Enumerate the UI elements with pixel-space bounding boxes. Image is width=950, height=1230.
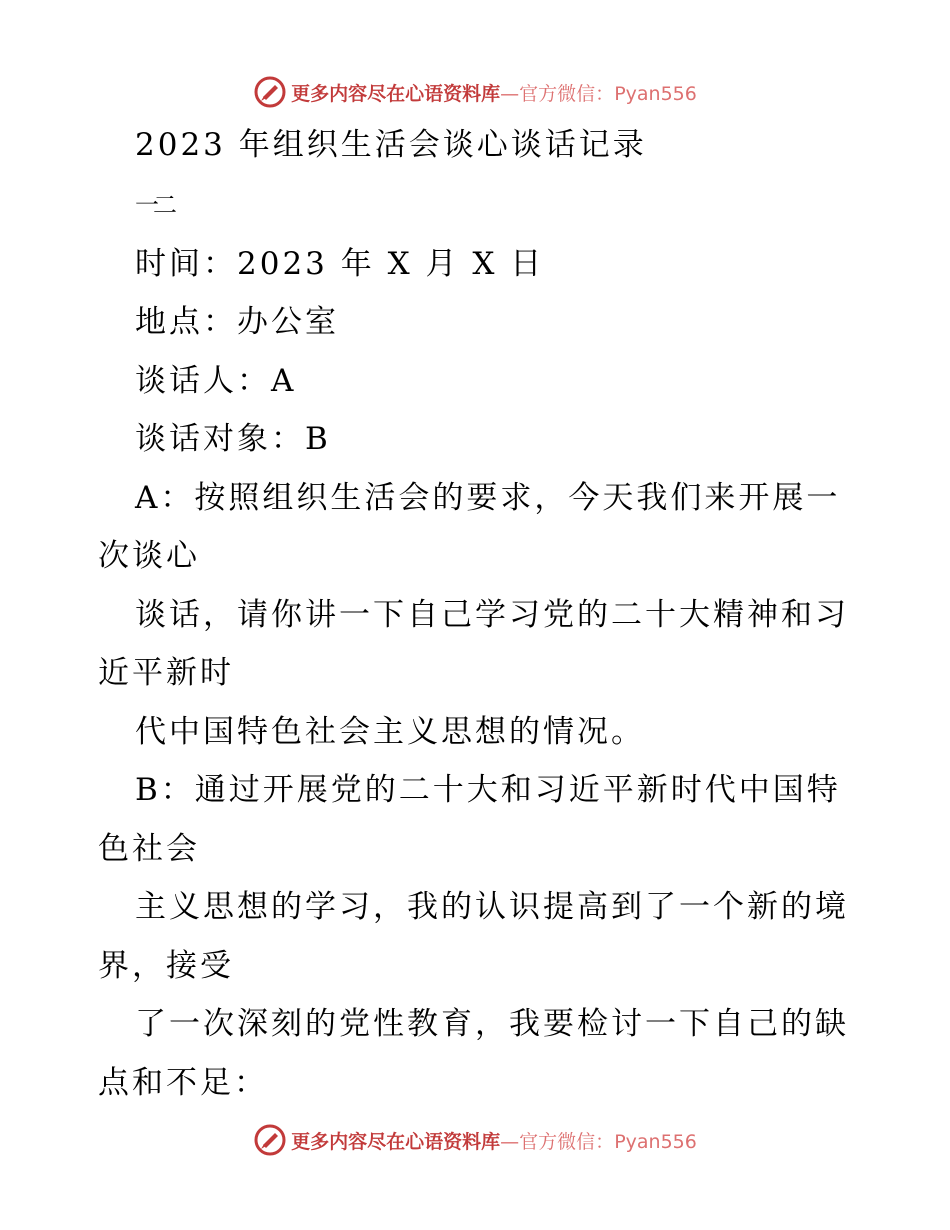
section-mark: 一二 xyxy=(135,191,171,219)
paragraph-line: 主义思想的学习，我的认识提高到了一个新的境 xyxy=(135,889,849,925)
logo-icon xyxy=(253,1123,287,1157)
paragraph-line: 界，接受 xyxy=(98,948,234,984)
interviewee-line: 谈话对象：B xyxy=(135,421,331,457)
watermark-text: 更多内容尽在心语资料库—官方微信：Pyan556 xyxy=(291,1130,697,1153)
watermark-text: 更多内容尽在心语资料库—官方微信：Pyan556 xyxy=(291,82,697,105)
paragraph-line: 次谈心 xyxy=(98,538,200,574)
paragraph-line: 近平新时 xyxy=(98,655,234,691)
document-title: 2023 年组织生活会谈心谈话记录 xyxy=(135,127,647,163)
paragraph-line: 色社会 xyxy=(98,831,200,867)
logo-icon xyxy=(253,75,287,109)
interviewer-line: 谈话人：A xyxy=(135,363,297,399)
location-line: 地点：办公室 xyxy=(135,304,339,340)
paragraph-line: 谈话，请你讲一下自己学习党的二十大精神和习 xyxy=(135,597,849,633)
paragraph-line: A：按照组织生活会的要求，今天我们来开展一 xyxy=(135,480,841,516)
paragraph-line: 了一次深刻的党性教育，我要检讨一下自己的缺 xyxy=(135,1006,849,1042)
watermark-footer xyxy=(0,1120,950,1160)
paragraph-line: 点和不足： xyxy=(98,1065,268,1101)
watermark-header xyxy=(0,72,950,112)
time-line: 时间：2023 年 X 月 X 日 xyxy=(135,246,545,282)
paragraph-line: 代中国特色社会主义思想的情况。 xyxy=(135,714,645,750)
paragraph-line: B：通过开展党的二十大和习近平新时代中国特 xyxy=(135,772,841,808)
